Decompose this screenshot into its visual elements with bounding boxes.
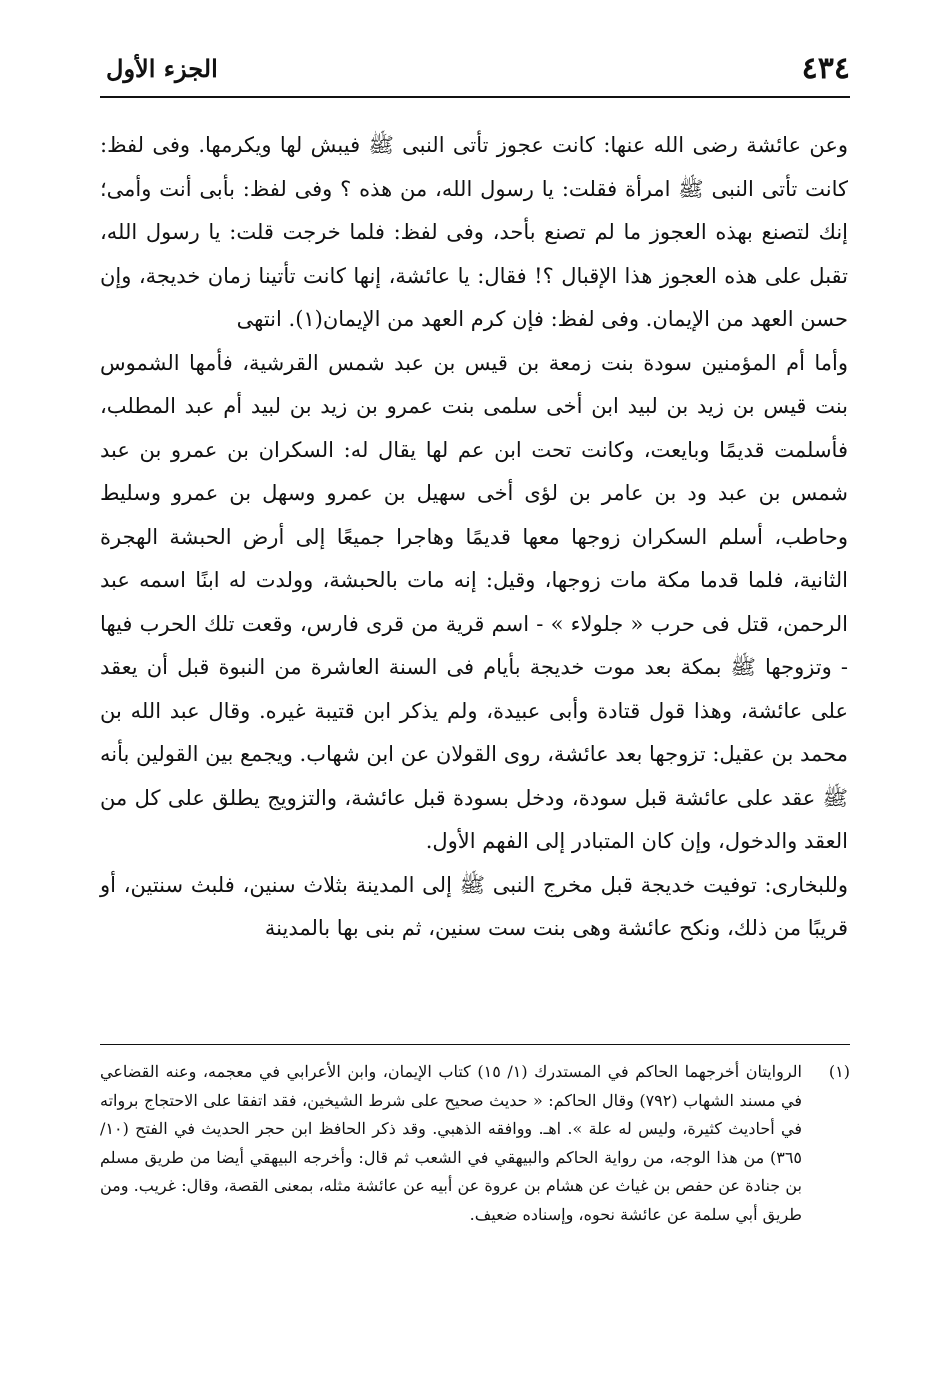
footnote-text: الروايتان أخرجهما الحاكم في المستدرك (١/ ١٥) كتاب الإيمان، وابن الأعرابي في معجمه، وعنه القضاعي في مسند الشهاب (٧٩٢) وقال الحاكم: « حديث صحيح على شرط الشيخين، فقد اتفقا على الاحتجاج برواته في أحاديث كثيرة، وليس له علة ». اهـ. ووافقه الذهبي. وقد ذكر الحافظ ابن حجر الحديث في الفتح (١٠/ ٣٦٥) من هذا الوجه، من رواية الحاكم والبيهقي في الشعب ثم قال: وأخرجه البيهقي أيضا من طريق مسلم بن جنادة عن حفص بن غياث عن هشام بن عروة عن أبيه عن عائشة مثله، بمعنى القصة، وقال: غريب. ومن طريق أبي سلمة عن عائشة نحوه، وإسناده ضعيف. (100, 1062, 802, 1224)
footnote-marker: (١) (828, 1062, 850, 1081)
footnotes (100, 1058, 850, 1229)
paragraph: وأما أم المؤمنين سودة بنت زمعة بن قيس بن عبد شمس القرشية، فأمها الشموس بنت قيس بن زيد بن لبيد ابن أخى سلمى بنت عمرو بن زيد بن لبيد أم عبد المطلب، فأسلمت قديمًا وبايعت، وكانت تحت ابن عم لها يقال له: السكران بن عمرو بن عبد شمس بن عبد ود بن عامر بن لؤى أخى سهيل بن عمرو وسهل بن عمرو وسليط وحاطب، أسلم السكران زوجها معها قديمًا وهاجرا جميعًا إلى أرض الحبشة الهجرة الثانية، فلما قدما مكة مات زوجها، وقيل: إنه مات بالحبشة، وولدت له ابنًا اسمه عبد الرحمن، قتل فى حرب « جلولاء » - اسم قرية من قرى فارس، وقعت تلك الحرب فيها - وتزوجها ﷺ بمكة بعد موت خديجة بأيام فى السنة العاشرة من النبوة قبل أن يعقد على عائشة، وهذا قول قتادة وأبى عبيدة، ولم يذكر ابن قتيبة غيره. وقال عبد الله بن محمد بن عقيل: تزوجها بعد عائشة، روى القولان عن ابن شهاب. ويجمع بين القولين بأنه ﷺ عقد على عائشة قبل سودة، ودخل بسودة قبل عائشة، والتزويج يطلق على كل من العقد والدخول، وإن كان المتبادر إلى الفهم الأول. (100, 350, 848, 853)
running-title: الجزء الأول (106, 54, 218, 83)
paragraph: وعن عائشة رضى الله عنها: كانت عجوز تأتى النبى ﷺ فيبش لها ويكرمها. وفى لفظ: كانت تأتى النبى ﷺ امرأة فقلت: يا رسول الله، من هذه ؟ وفى لفظ: بأبى أنت وأمى؛ إنك لتصنع بهذه العجوز ما لم تصنع بأحد، وفى لفظ: فلما خرجت قلت: يا رسول الله، تقبل على هذه العجوز هذا الإقبال ؟! فقال: يا عائشة، إنها كانت تأتينا زمان خديجة، وإن حسن العهد من الإيمان. وفى لفظ: فإن كرم العهد من الإيمان(١). انتهى (100, 133, 848, 331)
page-number: ٤٣٤ (801, 51, 850, 86)
paragraph: وللبخارى: توفيت خديجة قبل مخرج النبى ﷺ إلى المدينة بثلاث سنين، فلبث سنتين، أو قريبًا من ذلك، ونكح عائشة وهى بنت ست سنين، ثم بنى بها بالمدينة (100, 872, 848, 940)
header-rule (100, 96, 850, 98)
page-header (100, 48, 850, 90)
main-text (100, 124, 848, 951)
footnote (100, 1058, 850, 1229)
footnote-separator (100, 1044, 850, 1045)
